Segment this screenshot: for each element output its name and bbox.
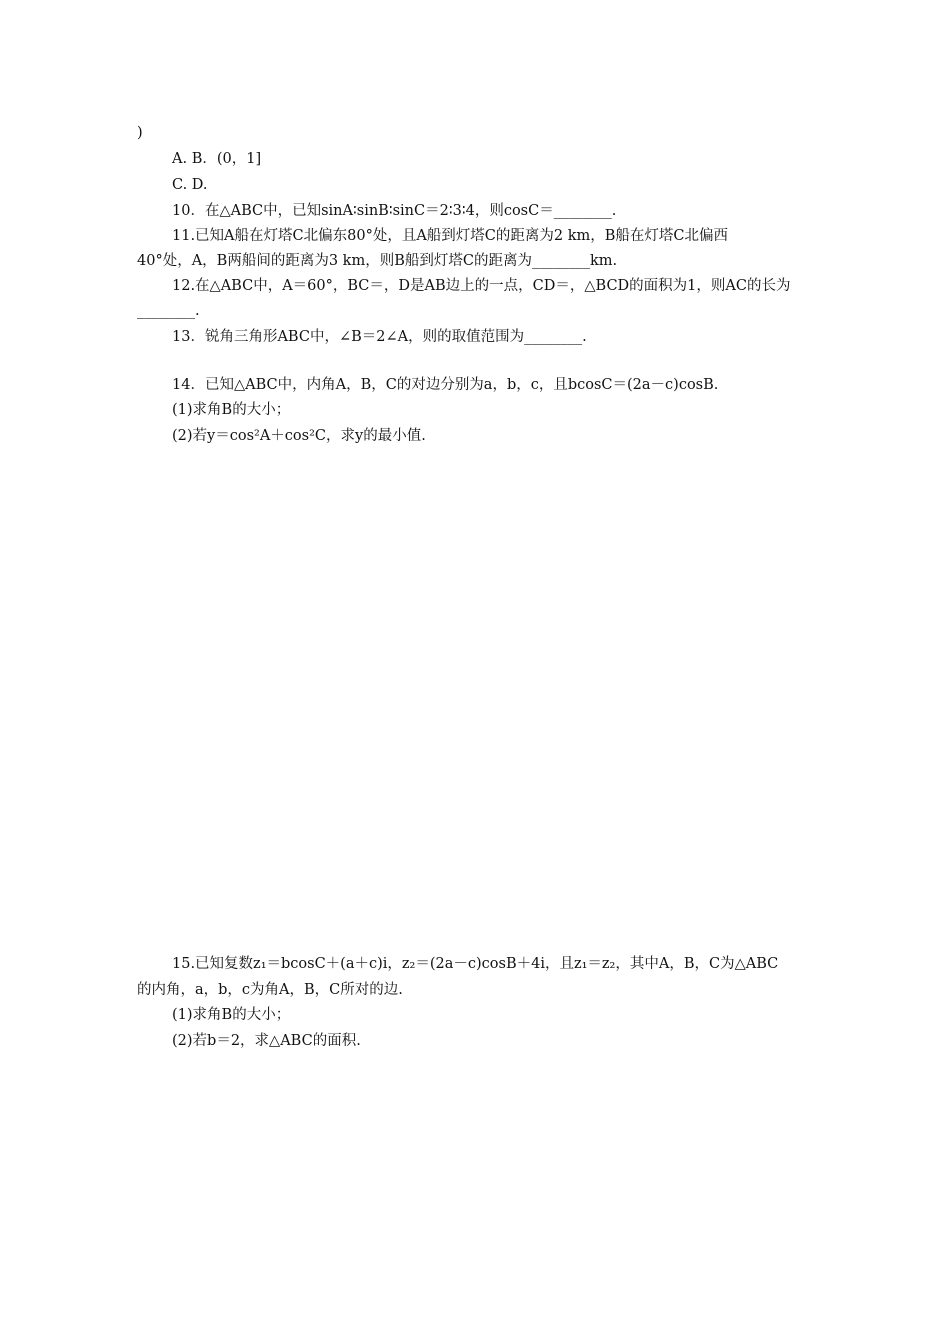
- question-10: 10．在△ABC中，已知sinA∶sinB∶sinC＝2∶3∶4，则cosC＝________.: [172, 203, 617, 219]
- question-12-line-1: 12.在△ABC中，A＝60°，BC＝，D是AB边上的一点，CD＝，△BCD的面积为1，则AC的长为: [172, 278, 791, 294]
- question-14-part-1: (1)求角B的大小；: [172, 402, 291, 418]
- answer-paren-close: ): [137, 125, 143, 141]
- question-11-line-1: 11.已知A船在灯塔C北偏东80°处，且A船到灯塔C的距离为2 km，B船在灯塔C北偏西: [172, 228, 729, 244]
- option-line-ab: A. B．(0，1]: [172, 151, 262, 167]
- question-15-part-2: (2)若b＝2，求△ABC的面积.: [172, 1033, 361, 1049]
- question-13: 13．锐角三角形ABC中，∠B＝2∠A，则的取值范围为________.: [172, 329, 587, 345]
- question-14-part-2: (2)若y＝cos²A＋cos²C，求y的最小值.: [172, 428, 426, 444]
- question-15-part-1: (1)求角B的大小；: [172, 1007, 291, 1023]
- question-11-line-2: 40°处，A，B两船间的距离为3 km，则B船到灯塔C的距离为________km.: [137, 253, 618, 269]
- question-15-line-1: 15.已知复数z₁＝bcosC＋(a＋c)i，z₂＝(2a－c)cosB＋4i，且z₁＝z₂，其中A，B，C为△ABC: [172, 956, 779, 972]
- option-line-cd: C. D.: [172, 177, 208, 193]
- question-15-line-2: 的内角，a，b，c为角A，B，C所对的边.: [137, 982, 403, 998]
- question-14-stem: 14．已知△ABC中，内角A，B，C的对边分别为a，b，c，且bcosC＝(2a－c)cosB.: [172, 377, 719, 393]
- question-12-line-2: ________.: [137, 303, 200, 319]
